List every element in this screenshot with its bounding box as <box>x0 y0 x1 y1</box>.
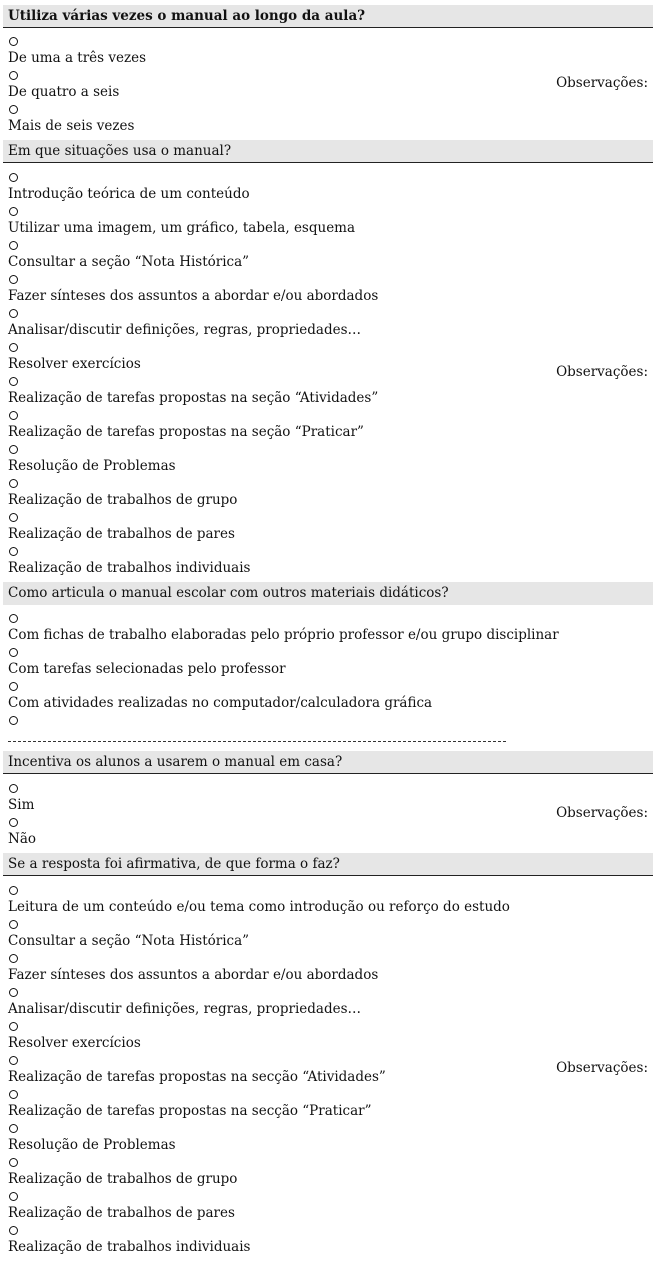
option-label: Realização de trabalhos de grupo <box>8 492 238 508</box>
option-label: Utilizar uma imagem, um gráfico, tabela, esquema <box>8 220 356 236</box>
radio-q5-opt9[interactable] <box>9 1158 18 1167</box>
radio-q5-opt7[interactable] <box>9 1090 18 1099</box>
option-label: Realização de trabalhos de pares <box>8 526 235 542</box>
radio-q5-opt5[interactable] <box>9 1022 18 1031</box>
radio-q2-opt8[interactable] <box>9 411 18 420</box>
option-label: Realização de trabalhos individuais <box>8 1239 251 1255</box>
observations-label: Observações: <box>556 1060 648 1076</box>
radio-q3-opt2[interactable] <box>9 648 18 657</box>
option-label: Fazer sínteses dos assuntos a abordar e/ou abordados <box>8 967 379 983</box>
option-label: Fazer sínteses dos assuntos a abordar e/ou abordados <box>8 288 379 304</box>
option-label: Mais de seis vezes <box>8 118 135 134</box>
option-label: Realização de tarefas propostas na secção “Praticar” <box>8 1103 372 1119</box>
option-label: Consultar a seção “Nota Histórica” <box>8 933 250 949</box>
radio-q2-opt1[interactable] <box>9 173 18 182</box>
option-label: Não <box>8 831 36 847</box>
radio-q5-opt6[interactable] <box>9 1056 18 1065</box>
question-2-title: Em que situações usa o manual? <box>3 140 653 163</box>
option-label: Realização de tarefas propostas na seção “Atividades” <box>8 390 379 406</box>
radio-q2-opt9[interactable] <box>9 445 18 454</box>
observations-label: Observações: <box>556 75 648 91</box>
radio-q3-other[interactable] <box>9 716 18 725</box>
option-label: De quatro a seis <box>8 84 120 100</box>
radio-q2-opt4[interactable] <box>9 275 18 284</box>
radio-q2-opt2[interactable] <box>9 207 18 216</box>
radio-q1-opt3[interactable] <box>9 105 18 114</box>
radio-q2-opt10[interactable] <box>9 479 18 488</box>
option-label: Resolução de Problemas <box>8 458 176 474</box>
radio-q2-opt5[interactable] <box>9 309 18 318</box>
question-5-title: Se a resposta foi afirmativa, de que forma o faz? <box>3 853 653 876</box>
radio-q2-opt11[interactable] <box>9 513 18 522</box>
observations-label: Observações: <box>556 364 648 380</box>
option-label: Resolver exercícios <box>8 1035 141 1051</box>
radio-q2-opt6[interactable] <box>9 343 18 352</box>
option-label: Realização de trabalhos de pares <box>8 1205 235 1221</box>
radio-q4-yes[interactable] <box>9 784 18 793</box>
option-label: Consultar a seção “Nota Histórica” <box>8 254 250 270</box>
option-label: Com fichas de trabalho elaboradas pelo próprio professor e/ou grupo disciplinar <box>8 627 559 643</box>
radio-q1-opt2[interactable] <box>9 71 18 80</box>
option-label: Leitura de um conteúdo e/ou tema como introdução ou reforço do estudo <box>8 899 510 915</box>
radio-q5-opt11[interactable] <box>9 1226 18 1235</box>
option-label: Realização de tarefas propostas na seção “Praticar” <box>8 424 364 440</box>
radio-q5-opt8[interactable] <box>9 1124 18 1133</box>
option-label: Com atividades realizadas no computador/calculadora gráfica <box>8 695 433 711</box>
question-1-title: Utiliza várias vezes o manual ao longo da aula? <box>3 5 653 28</box>
option-label: Com tarefas selecionadas pelo professor <box>8 661 286 677</box>
radio-q2-opt12[interactable] <box>9 547 18 556</box>
option-label: Sim <box>8 797 35 813</box>
option-label: Resolução de Problemas <box>8 1137 176 1153</box>
option-label: Introdução teórica de um conteúdo <box>8 186 250 202</box>
option-label: Analisar/discutir definições, regras, propriedades… <box>8 322 362 338</box>
radio-q1-opt1[interactable] <box>9 37 18 46</box>
radio-q5-opt3[interactable] <box>9 954 18 963</box>
radio-q3-opt1[interactable] <box>9 614 18 623</box>
radio-q5-opt1[interactable] <box>9 886 18 895</box>
question-4-title: Incentiva os alunos a usarem o manual em casa? <box>3 751 653 774</box>
radio-q5-opt2[interactable] <box>9 920 18 929</box>
radio-q2-opt7[interactable] <box>9 377 18 386</box>
question-3-title: Como articula o manual escolar com outros materiais didáticos? <box>3 582 653 605</box>
radio-q5-opt10[interactable] <box>9 1192 18 1201</box>
radio-q3-opt3[interactable] <box>9 682 18 691</box>
option-label: Realização de trabalhos de grupo <box>8 1171 238 1187</box>
other-answer-line[interactable] <box>8 741 506 742</box>
observations-label: Observações: <box>556 805 648 821</box>
radio-q4-no[interactable] <box>9 818 18 827</box>
radio-q5-opt4[interactable] <box>9 988 18 997</box>
radio-q2-opt3[interactable] <box>9 241 18 250</box>
option-label: De uma a três vezes <box>8 50 147 66</box>
option-label: Realização de trabalhos individuais <box>8 560 251 576</box>
option-label: Resolver exercícios <box>8 356 141 372</box>
option-label: Analisar/discutir definições, regras, propriedades… <box>8 1001 362 1017</box>
option-label: Realização de tarefas propostas na secção “Atividades” <box>8 1069 386 1085</box>
